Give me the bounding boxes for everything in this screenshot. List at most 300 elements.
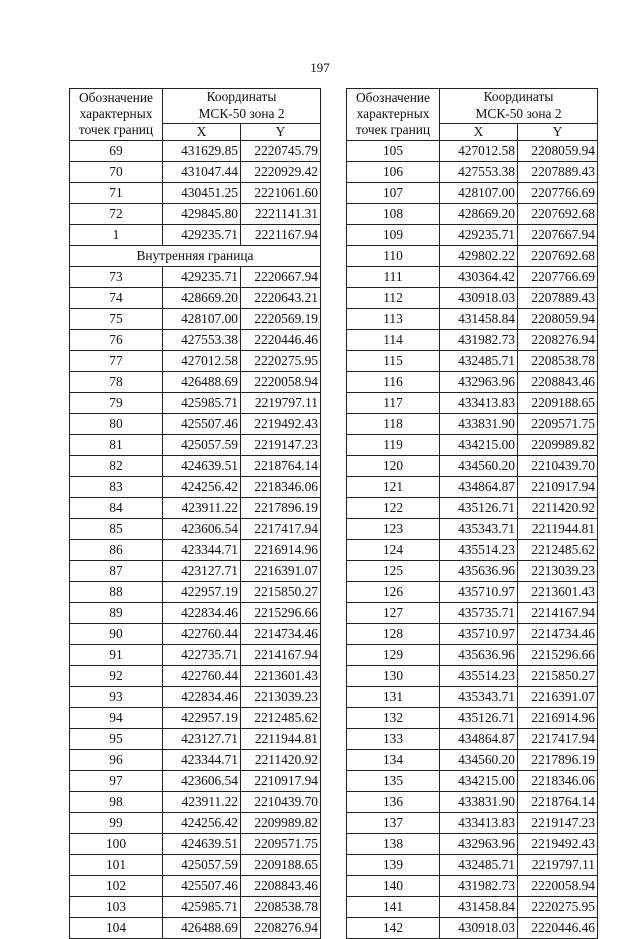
table-row (347, 560, 598, 581)
y-cell: 2209989.82 (241, 812, 321, 833)
y-cell: 2217417.94 (241, 518, 321, 539)
point-id-cell: 70 (70, 161, 163, 182)
table-row (347, 917, 598, 938)
x-cell: 435636.96 (440, 560, 518, 581)
y-cell: 2210917.94 (518, 476, 598, 497)
label-line-1: Обозначение (79, 89, 153, 105)
x-cell: 435126.71 (440, 707, 518, 728)
x-cell: 423127.71 (163, 560, 241, 581)
table-row (347, 665, 598, 686)
y-cell: 2219492.43 (241, 413, 321, 434)
x-cell: 435343.71 (440, 518, 518, 539)
table-row (347, 329, 598, 350)
table-row (70, 476, 321, 497)
x-cell: 422834.46 (163, 602, 241, 623)
x-cell: 433831.90 (440, 791, 518, 812)
table-row (347, 644, 598, 665)
x-cell: 433413.83 (440, 392, 518, 413)
x-cell: 431458.84 (440, 308, 518, 329)
table-row (70, 749, 321, 770)
y-cell: 2219492.43 (518, 833, 598, 854)
table-row (70, 581, 321, 602)
table-row (70, 833, 321, 854)
section-title: Внутренняя граница (70, 245, 321, 266)
x-cell: 430451.25 (163, 182, 241, 203)
point-id-cell: 91 (70, 644, 163, 665)
y-cell: 2210917.94 (241, 770, 321, 791)
point-id-cell: 73 (70, 266, 163, 287)
y-cell: 2207692.68 (518, 245, 598, 266)
point-id-cell: 105 (347, 140, 440, 161)
y-cell: 2218764.14 (518, 791, 598, 812)
y-cell: 2220058.94 (241, 371, 321, 392)
point-id-cell: 118 (347, 413, 440, 434)
table-row (347, 434, 598, 455)
point-id-cell: 121 (347, 476, 440, 497)
y-cell: 2215296.66 (241, 602, 321, 623)
point-id-cell: 124 (347, 539, 440, 560)
table-row (347, 728, 598, 749)
point-id-cell: 134 (347, 749, 440, 770)
x-cell: 431458.84 (440, 896, 518, 917)
y-cell: 2209188.65 (241, 854, 321, 875)
y-cell: 2216914.96 (241, 539, 321, 560)
x-cell: 427012.58 (440, 140, 518, 161)
y-cell: 2217417.94 (518, 728, 598, 749)
section-row (70, 245, 321, 266)
table-row (347, 812, 598, 833)
x-cell: 424256.42 (163, 476, 241, 497)
point-id-cell: 141 (347, 896, 440, 917)
point-id-cell: 69 (70, 140, 163, 161)
point-id-cell: 92 (70, 665, 163, 686)
x-cell: 430918.03 (440, 917, 518, 938)
table-row (70, 392, 321, 413)
x-cell: 434560.20 (440, 749, 518, 770)
table-row (70, 770, 321, 791)
point-id-cell: 108 (347, 203, 440, 224)
y-cell: 2208059.94 (518, 308, 598, 329)
y-cell: 2214734.46 (241, 623, 321, 644)
table-row (347, 350, 598, 371)
x-header: X (163, 123, 241, 140)
table-row (70, 644, 321, 665)
point-id-cell: 86 (70, 539, 163, 560)
x-cell: 435126.71 (440, 497, 518, 518)
y-cell: 2220929.42 (241, 161, 321, 182)
table-row (70, 224, 321, 245)
point-id-cell: 112 (347, 287, 440, 308)
coord-title: Координаты (206, 89, 277, 104)
table-row (347, 623, 598, 644)
table-row (70, 497, 321, 518)
x-cell: 435710.97 (440, 623, 518, 644)
point-id-cell: 127 (347, 602, 440, 623)
y-cell: 2208538.78 (241, 896, 321, 917)
point-id-cell: 102 (70, 875, 163, 896)
x-cell: 431982.73 (440, 875, 518, 896)
x-cell: 423606.54 (163, 518, 241, 539)
x-cell: 423344.71 (163, 539, 241, 560)
y-cell: 2209989.82 (518, 434, 598, 455)
point-id-cell: 94 (70, 707, 163, 728)
table-row (70, 434, 321, 455)
coord-system: МСК-50 зона 2 (475, 105, 562, 121)
table-row (70, 161, 321, 182)
y-cell: 2211944.81 (518, 518, 598, 539)
x-cell: 431629.85 (163, 140, 241, 161)
y-cell: 2220667.94 (241, 266, 321, 287)
y-cell: 2220446.46 (518, 917, 598, 938)
table-row (347, 581, 598, 602)
y-cell: 2209571.75 (518, 413, 598, 434)
x-cell: 429802.22 (440, 245, 518, 266)
table-row (347, 854, 598, 875)
point-id-cell: 96 (70, 749, 163, 770)
x-cell: 426488.69 (163, 917, 241, 938)
y-cell: 2221141.31 (241, 203, 321, 224)
x-cell: 434215.00 (440, 434, 518, 455)
table-row (347, 287, 598, 308)
table-row (70, 665, 321, 686)
table-row (70, 455, 321, 476)
x-cell: 422957.19 (163, 581, 241, 602)
table-row (70, 287, 321, 308)
y-cell: 2215296.66 (518, 644, 598, 665)
x-cell: 422760.44 (163, 623, 241, 644)
x-cell: 424256.42 (163, 812, 241, 833)
point-id-cell: 77 (70, 350, 163, 371)
table-row (70, 329, 321, 350)
point-id-cell: 84 (70, 497, 163, 518)
table-row (347, 476, 598, 497)
table-row (70, 728, 321, 749)
label-header (70, 89, 163, 141)
y-cell: 2215850.27 (241, 581, 321, 602)
x-cell: 427012.58 (163, 350, 241, 371)
table-row (70, 413, 321, 434)
table-row (347, 413, 598, 434)
table-row (347, 266, 598, 287)
point-id-cell: 113 (347, 308, 440, 329)
table-row (70, 371, 321, 392)
point-id-cell: 130 (347, 665, 440, 686)
point-id-cell: 140 (347, 875, 440, 896)
x-cell: 433831.90 (440, 413, 518, 434)
y-cell: 2217896.19 (241, 497, 321, 518)
table-row (347, 896, 598, 917)
label-line-2: характерных (79, 106, 153, 122)
y-cell: 2221061.60 (241, 182, 321, 203)
y-cell: 2209571.75 (241, 833, 321, 854)
label-header (347, 89, 440, 141)
table-row (70, 350, 321, 371)
table-row (347, 140, 598, 161)
x-cell: 422834.46 (163, 686, 241, 707)
x-cell: 432963.96 (440, 371, 518, 392)
point-id-cell: 132 (347, 707, 440, 728)
x-cell: 435343.71 (440, 686, 518, 707)
y-cell: 2220569.19 (241, 308, 321, 329)
table-row (347, 707, 598, 728)
point-id-cell: 78 (70, 371, 163, 392)
point-id-cell: 117 (347, 392, 440, 413)
y-cell: 2220275.95 (518, 896, 598, 917)
label-line-2: характерных (356, 106, 430, 122)
table-row (70, 182, 321, 203)
x-cell: 430364.42 (440, 266, 518, 287)
coordinates-table-right (346, 88, 598, 939)
point-id-cell: 80 (70, 413, 163, 434)
point-id-cell: 133 (347, 728, 440, 749)
x-cell: 429235.71 (440, 224, 518, 245)
coord-system: МСК-50 зона 2 (198, 105, 285, 121)
table-row (70, 707, 321, 728)
table-row (70, 623, 321, 644)
point-id-cell: 83 (70, 476, 163, 497)
y-cell: 2216391.07 (241, 560, 321, 581)
point-id-cell: 135 (347, 770, 440, 791)
y-cell: 2207889.43 (518, 287, 598, 308)
point-id-cell: 114 (347, 329, 440, 350)
table-row (347, 749, 598, 770)
y-header: Y (241, 123, 321, 140)
x-cell: 424639.51 (163, 833, 241, 854)
y-cell: 2211420.92 (241, 749, 321, 770)
y-cell: 2221167.94 (241, 224, 321, 245)
point-id-cell: 93 (70, 686, 163, 707)
y-cell: 2208276.94 (518, 329, 598, 350)
point-id-cell: 74 (70, 287, 163, 308)
x-cell: 432963.96 (440, 833, 518, 854)
point-id-cell: 89 (70, 602, 163, 623)
point-id-cell: 98 (70, 791, 163, 812)
x-cell: 435735.71 (440, 602, 518, 623)
table-row (70, 602, 321, 623)
table-row (70, 539, 321, 560)
table-row (347, 455, 598, 476)
point-id-cell: 99 (70, 812, 163, 833)
table-row (347, 539, 598, 560)
point-id-cell: 90 (70, 623, 163, 644)
point-id-cell: 72 (70, 203, 163, 224)
point-id-cell: 122 (347, 497, 440, 518)
table-row (70, 518, 321, 539)
x-cell: 427553.38 (440, 161, 518, 182)
y-cell: 2211420.92 (518, 497, 598, 518)
table-row (70, 875, 321, 896)
y-cell: 2219797.11 (241, 392, 321, 413)
table-row (70, 812, 321, 833)
label-line-3: точек границ (355, 122, 431, 138)
x-cell: 428669.20 (440, 203, 518, 224)
table-row (70, 308, 321, 329)
coordinates-table-left (69, 88, 321, 939)
x-cell: 423127.71 (163, 728, 241, 749)
table-row (347, 518, 598, 539)
point-id-cell: 137 (347, 812, 440, 833)
y-cell: 2216914.96 (518, 707, 598, 728)
y-cell: 2213601.43 (241, 665, 321, 686)
y-cell: 2207766.69 (518, 266, 598, 287)
y-cell: 2213601.43 (518, 581, 598, 602)
x-cell: 426488.69 (163, 371, 241, 392)
y-cell: 2214167.94 (518, 602, 598, 623)
y-cell: 2219147.23 (241, 434, 321, 455)
point-id-cell: 126 (347, 581, 440, 602)
point-id-cell: 75 (70, 308, 163, 329)
x-cell: 431982.73 (440, 329, 518, 350)
x-cell: 435636.96 (440, 644, 518, 665)
point-id-cell: 97 (70, 770, 163, 791)
y-cell: 2219797.11 (518, 854, 598, 875)
table-row (70, 560, 321, 581)
x-cell: 425985.71 (163, 896, 241, 917)
y-cell: 2210439.70 (241, 791, 321, 812)
point-id-cell: 119 (347, 434, 440, 455)
point-id-cell: 71 (70, 182, 163, 203)
point-id-cell: 116 (347, 371, 440, 392)
table-row (347, 392, 598, 413)
y-cell: 2220275.95 (241, 350, 321, 371)
y-cell: 2220446.46 (241, 329, 321, 350)
y-cell: 2212485.62 (241, 707, 321, 728)
x-cell: 431047.44 (163, 161, 241, 182)
y-cell: 2220643.21 (241, 287, 321, 308)
page-number: 197 (310, 60, 330, 75)
x-cell: 428669.20 (163, 287, 241, 308)
y-cell: 2207692.68 (518, 203, 598, 224)
point-id-cell: 129 (347, 644, 440, 665)
x-cell: 429235.71 (163, 224, 241, 245)
y-cell: 2210439.70 (518, 455, 598, 476)
table-left-body (70, 89, 321, 939)
x-cell: 429845.80 (163, 203, 241, 224)
point-id-cell: 87 (70, 560, 163, 581)
point-id-cell: 109 (347, 224, 440, 245)
x-cell: 432485.71 (440, 350, 518, 371)
y-cell: 2211944.81 (241, 728, 321, 749)
x-cell: 422957.19 (163, 707, 241, 728)
y-cell: 2209188.65 (518, 392, 598, 413)
x-cell: 423344.71 (163, 749, 241, 770)
table-row (70, 917, 321, 938)
table-row (347, 182, 598, 203)
y-cell: 2207667.94 (518, 224, 598, 245)
x-cell: 434215.00 (440, 770, 518, 791)
table-row (347, 770, 598, 791)
x-cell: 435514.23 (440, 665, 518, 686)
table-right-body (347, 89, 598, 939)
y-cell: 2213039.23 (518, 560, 598, 581)
point-id-cell: 111 (347, 266, 440, 287)
point-id-cell: 82 (70, 455, 163, 476)
point-id-cell: 138 (347, 833, 440, 854)
y-cell: 2215850.27 (518, 665, 598, 686)
point-id-cell: 88 (70, 581, 163, 602)
x-cell: 434864.87 (440, 476, 518, 497)
x-cell: 430918.03 (440, 287, 518, 308)
y-cell: 2207889.43 (518, 161, 598, 182)
point-id-cell: 104 (70, 917, 163, 938)
y-cell: 2220058.94 (518, 875, 598, 896)
y-cell: 2219147.23 (518, 812, 598, 833)
point-id-cell: 125 (347, 560, 440, 581)
y-header: Y (518, 123, 598, 140)
y-cell: 2213039.23 (241, 686, 321, 707)
x-header: X (440, 123, 518, 140)
point-id-cell: 81 (70, 434, 163, 455)
point-id-cell: 139 (347, 854, 440, 875)
point-id-cell: 128 (347, 623, 440, 644)
point-id-cell: 106 (347, 161, 440, 182)
point-id-cell: 79 (70, 392, 163, 413)
table-row (347, 602, 598, 623)
table-row (347, 791, 598, 812)
point-id-cell: 120 (347, 455, 440, 476)
table-row (347, 686, 598, 707)
point-id-cell: 100 (70, 833, 163, 854)
x-cell: 423606.54 (163, 770, 241, 791)
point-id-cell: 142 (347, 917, 440, 938)
x-cell: 425057.59 (163, 434, 241, 455)
x-cell: 434864.87 (440, 728, 518, 749)
y-cell: 2207766.69 (518, 182, 598, 203)
y-cell: 2218346.06 (518, 770, 598, 791)
table-row (347, 161, 598, 182)
x-cell: 432485.71 (440, 854, 518, 875)
table-row (347, 203, 598, 224)
coord-header (163, 89, 321, 124)
x-cell: 423911.22 (163, 791, 241, 812)
y-cell: 2218764.14 (241, 455, 321, 476)
y-cell: 2208276.94 (241, 917, 321, 938)
x-cell: 424639.51 (163, 455, 241, 476)
table-row (347, 875, 598, 896)
point-id-cell: 85 (70, 518, 163, 539)
point-id-cell: 101 (70, 854, 163, 875)
coord-header (440, 89, 598, 124)
table-row (347, 245, 598, 266)
x-cell: 423911.22 (163, 497, 241, 518)
y-cell: 2214167.94 (241, 644, 321, 665)
point-id-cell: 76 (70, 329, 163, 350)
x-cell: 425985.71 (163, 392, 241, 413)
label-line-1: Обозначение (356, 89, 430, 105)
y-cell: 2220745.79 (241, 140, 321, 161)
x-cell: 435514.23 (440, 539, 518, 560)
y-cell: 2208538.78 (518, 350, 598, 371)
y-cell: 2217896.19 (518, 749, 598, 770)
x-cell: 434560.20 (440, 455, 518, 476)
point-id-cell: 136 (347, 791, 440, 812)
x-cell: 428107.00 (163, 308, 241, 329)
x-cell: 425507.46 (163, 413, 241, 434)
table-row (70, 266, 321, 287)
x-cell: 425057.59 (163, 854, 241, 875)
table-row (70, 203, 321, 224)
point-id-cell: 103 (70, 896, 163, 917)
y-cell: 2208059.94 (518, 140, 598, 161)
y-cell: 2218346.06 (241, 476, 321, 497)
y-cell: 2208843.46 (518, 371, 598, 392)
table-row (70, 791, 321, 812)
table-row (70, 140, 321, 161)
label-line-3: точек границ (78, 122, 154, 138)
x-cell: 422760.44 (163, 665, 241, 686)
table-row (70, 686, 321, 707)
x-cell: 425507.46 (163, 875, 241, 896)
